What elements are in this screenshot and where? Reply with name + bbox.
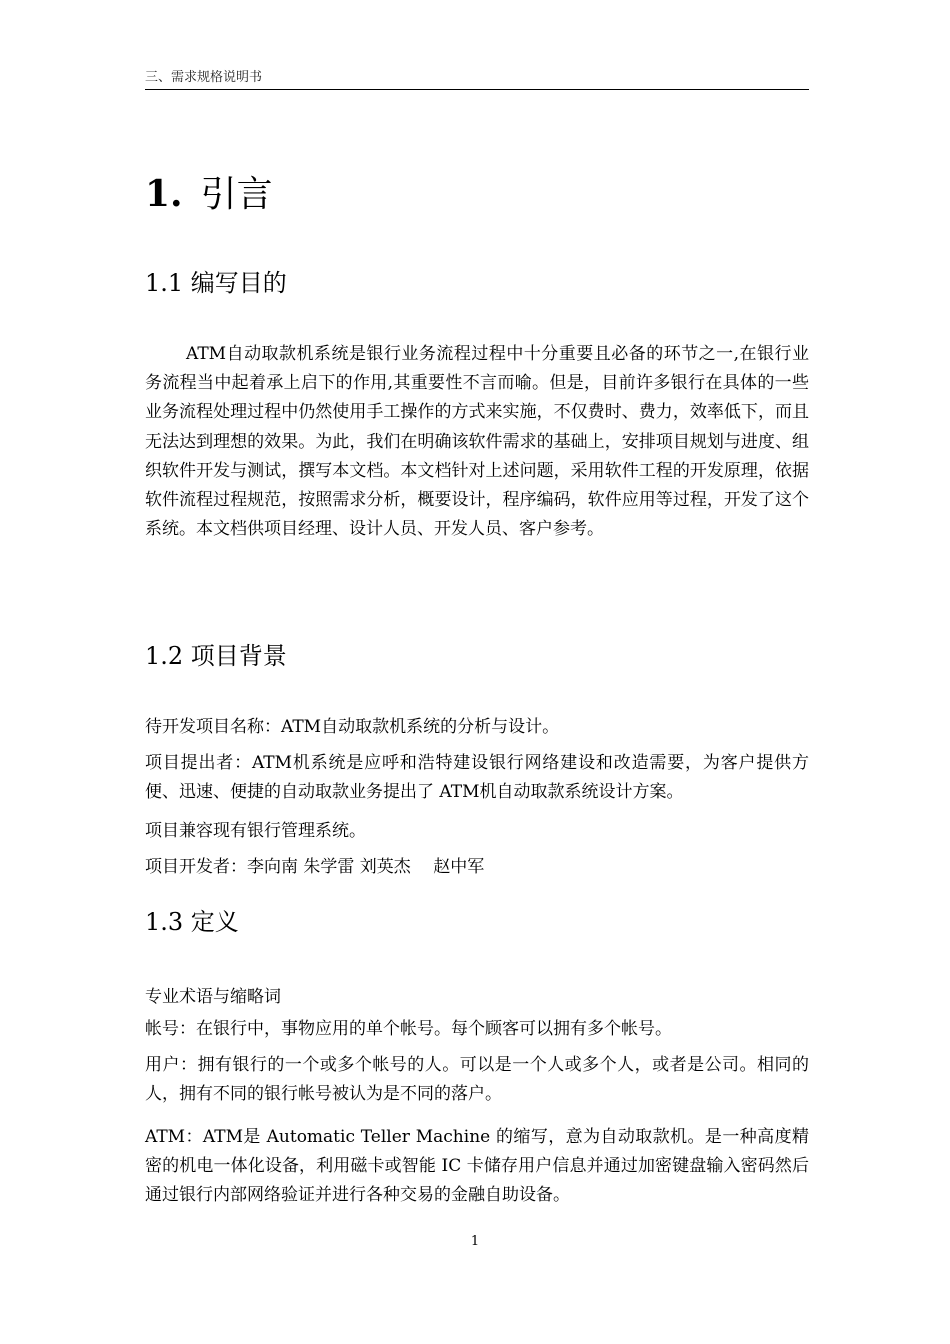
running-header: 三、需求规格说明书 — [145, 70, 809, 90]
page-number: 1 — [470, 1234, 480, 1249]
background-line: 项目开发者：李向南 朱学雷 刘英杰 赵中军 — [145, 857, 485, 877]
chapter-number: 1. — [145, 173, 183, 215]
purpose-paragraph: ATM自动取款机系统是银行业务流程过程中十分重要且必备的环节之一,在银行业务流程当中起着承上启下的作用,其重要性不言而喻。但是，目前许多银行在具体的一些业务流程处理过程中仍然使用手工操作的方式来实施，不仅费时、费力，效率低下，而且无法达到理想的效果。为此，我们在明确该软件需求的基础上，安排项目规划与进度、组织软件开发与测试，撰写本文档。本文档针对上述问题，采用软件工程的开发原理，依据软件流程过程规范，按照需求分析，概要设计，程序编码，软件应用等过程，开发了这个系统。本文档供项目经理、设计人员、开发人员、客户参考。 — [145, 344, 809, 540]
section-heading-purpose: 1.1 编写目的 — [145, 269, 287, 297]
background-line: 项目提出者：ATM机系统是应呼和浩特建设银行网络建设和改造需要，为客户提供方便、迅速、便捷的自动取款业务提出了 ATM机自动取款系统设计方案。 — [145, 753, 809, 802]
background-line: 项目兼容现有银行管理系统。 — [145, 821, 366, 841]
chapter-heading — [145, 170, 273, 219]
definitions-line: 帐号：在银行中，事物应用的单个帐号。每个顾客可以拥有多个帐号。 — [145, 1019, 672, 1039]
definitions-line: 专业术语与缩略词 — [145, 987, 281, 1007]
definitions-line: ATM：ATM是 Automatic Teller Machine 的缩写，意为自动取款机。是一种高度精密的机电一体化设备，利用磁卡或智能 IC 卡储存用户信息并通过加密键盘输入密码然后通过银行内部网络验证并进行各种交易的金融自助设备。 — [145, 1127, 809, 1205]
background-line: 待开发项目名称：ATM自动取款机系统的分析与设计。 — [145, 717, 560, 737]
definitions-line: 用户：拥有银行的一个或多个帐号的人。可以是一个人或多个人，或者是公司。相同的人，拥有不同的银行帐号被认为是不同的落户。 — [145, 1055, 809, 1104]
chapter-title: 引言 — [200, 174, 273, 215]
section-heading-definitions: 1.3 定义 — [145, 908, 239, 936]
section-heading-background: 1.2 项目背景 — [145, 642, 287, 670]
